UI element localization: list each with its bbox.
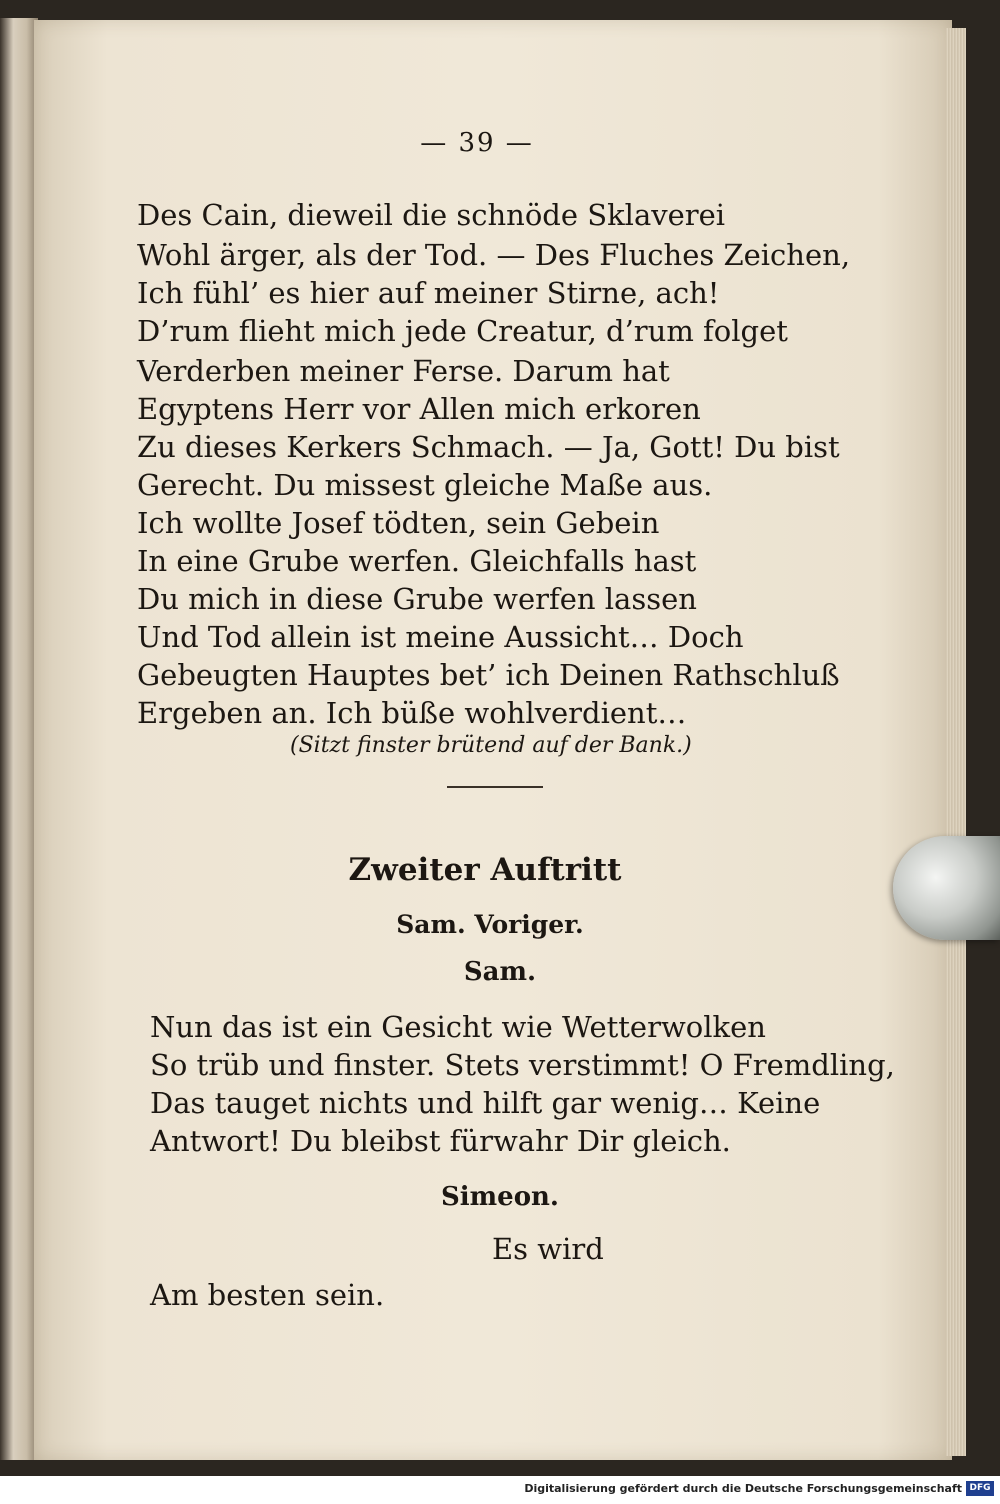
stage-direction: (Sitzt finster brütend auf der Bank.): [290, 733, 692, 758]
verse-line: Egyptens Herr vor Allen mich erkoren: [137, 392, 701, 426]
verse-line: Am besten sein.: [150, 1278, 385, 1312]
section-divider: [447, 786, 543, 788]
verse-line: Du mich in diese Grube werfen lassen: [137, 582, 697, 616]
verse-line: Gerecht. Du missest gleiche Maße aus.: [137, 468, 713, 502]
verse-line: Antwort! Du bleibst fürwahr Dir gleich.: [150, 1124, 731, 1158]
funding-notice: Digitalisierung gefördert durch die Deutsche Forschungsgemeinschaft: [524, 1482, 962, 1495]
verse-line: Ich fühl’ es hier auf meiner Stirne, ach!: [137, 276, 720, 310]
verse-line: Des Cain, dieweil die schnöde Sklaverei: [137, 198, 726, 232]
previous-page-edge: [0, 18, 38, 1460]
characters-line: Sam. Voriger.: [396, 910, 584, 939]
verse-line: Ergeben an. Ich büße wohlverdient…: [137, 696, 687, 730]
speaker-name: Sam.: [463, 957, 537, 987]
verse-line: Das tauget nichts und hilft gar wenig… Keine: [150, 1086, 821, 1120]
verse-line: Verderben meiner Ferse. Darum hat: [137, 354, 670, 388]
verse-line: D’rum flieht mich jede Creatur, d’rum folget: [137, 314, 788, 348]
page-stack-edge: [946, 28, 966, 1456]
dfg-logo-icon: DFG: [966, 1481, 994, 1496]
verse-line: Zu dieses Kerkers Schmach. — Ja, Gott! Du bist: [137, 430, 840, 464]
speaker-name: Simeon.: [440, 1182, 559, 1212]
page-number: — 39 —: [420, 128, 534, 158]
verse-line: Es wird: [492, 1232, 604, 1266]
verse-line: Gebeugten Hauptes bet’ ich Deinen Rathschluß: [137, 658, 840, 692]
footer-bar: [0, 1476, 1000, 1504]
verse-line: So trüb und finster. Stets verstimmt! O Fremdling,: [150, 1048, 895, 1082]
verse-line: Wohl ärger, als der Tod. — Des Fluches Zeichen,: [137, 238, 851, 272]
verse-line: Nun das ist ein Gesicht wie Wetterwolken: [150, 1010, 766, 1044]
page-clip: [893, 836, 1000, 940]
verse-line: Ich wollte Josef tödten, sein Gebein: [137, 506, 660, 540]
verse-line: In eine Grube werfen. Gleichfalls hast: [137, 544, 697, 578]
verse-line: Und Tod allein ist meine Aussicht… Doch: [137, 620, 744, 654]
scene-heading: Zweiter Auftritt: [348, 852, 622, 888]
